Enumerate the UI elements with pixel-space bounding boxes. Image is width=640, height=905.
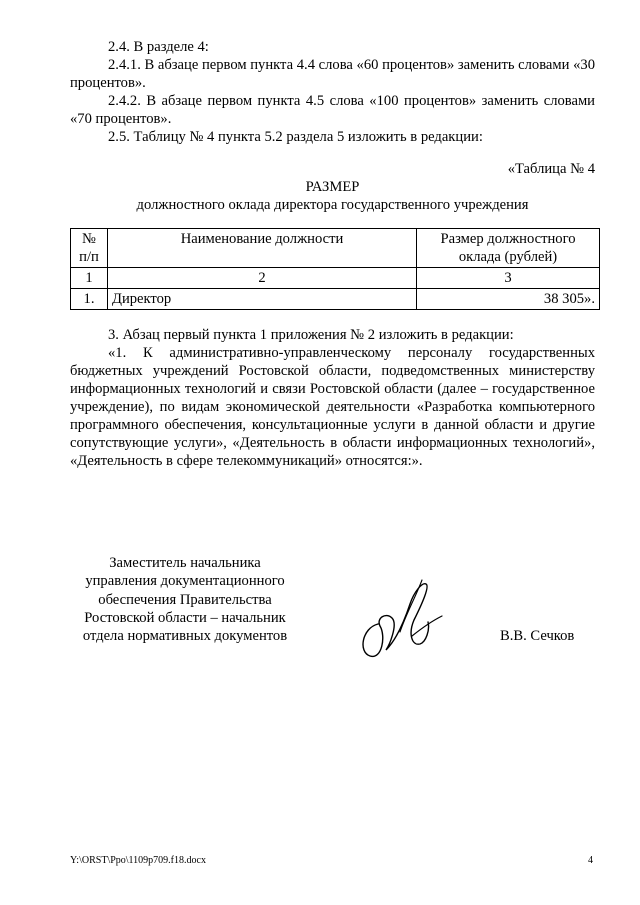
paragraph-2-5: 2.5. Таблицу № 4 пункта 5.2 раздела 5 изложить в редакции:: [108, 129, 483, 145]
column-header-position: Наименование должности: [108, 229, 417, 268]
column-header-salary: Размер должностного оклада (рублей): [417, 229, 600, 268]
salary-table: [70, 228, 600, 310]
column-number-2: 2: [108, 268, 417, 289]
signer-title-line: отдела нормативных документов: [82, 628, 288, 645]
row-number: 1.: [71, 289, 108, 310]
footer-file-path: Y:\ORST\Ppo\1109p709.f18.docx: [70, 855, 206, 866]
signer-title: [70, 554, 300, 645]
column-number-1: 1: [71, 268, 108, 289]
table-row: [71, 289, 600, 310]
table-heading-title: РАЗМЕР: [305, 179, 360, 195]
table-header-row: [71, 229, 600, 268]
table-heading-subtitle: должностного оклада директора государственного учреждения: [136, 197, 529, 213]
signer-title-line: Заместитель начальника: [109, 555, 261, 571]
paragraph-3-text: «1. К административно-управленческому персоналу государственных бюджетных учреждений Ростовской области, подведомственных министерству информационных технологий и связи Ростовской области (далее – государственное учреждение), по видам экономической деятельности «Разработка компьютерного программного обеспечения, консультационные услуги в данной области и другие сопутствующие услуги», «Деятельность в области информационных технологий», «Деятельность в сфере телекоммуникаций» относятся:».: [70, 345, 595, 469]
handwritten-signature: [356, 574, 446, 666]
signer-title-line: обеспечения Правительства: [98, 591, 272, 608]
paragraph-2-4: 2.4. В разделе 4:: [108, 39, 209, 55]
column-header-number: № п/п: [71, 229, 108, 268]
row-position: Директор: [108, 289, 417, 310]
table-label: «Таблица № 4: [507, 161, 595, 177]
signer-name: В.В. Сечков: [500, 628, 575, 644]
column-number-3: 3: [417, 268, 600, 289]
table-numbering-row: [71, 268, 600, 289]
row-salary: 38 305».: [417, 289, 600, 310]
signer-title-line: Ростовской области – начальник: [84, 609, 286, 626]
paragraph-3: 3. Абзац первый пункта 1 приложения № 2 изложить в редакции:: [108, 327, 514, 343]
paragraph-2-4-1: 2.4.1. В абзаце первом пункта 4.4 слова «60 процентов» заменить словами «30 процентов».: [70, 57, 595, 91]
paragraph-2-4-2: 2.4.2. В абзаце первом пункта 4.5 слова «100 процентов» заменить словами «70 процентов».: [70, 93, 595, 127]
signer-title-line: управления документационного: [85, 573, 285, 590]
page-number: 4: [588, 855, 593, 866]
